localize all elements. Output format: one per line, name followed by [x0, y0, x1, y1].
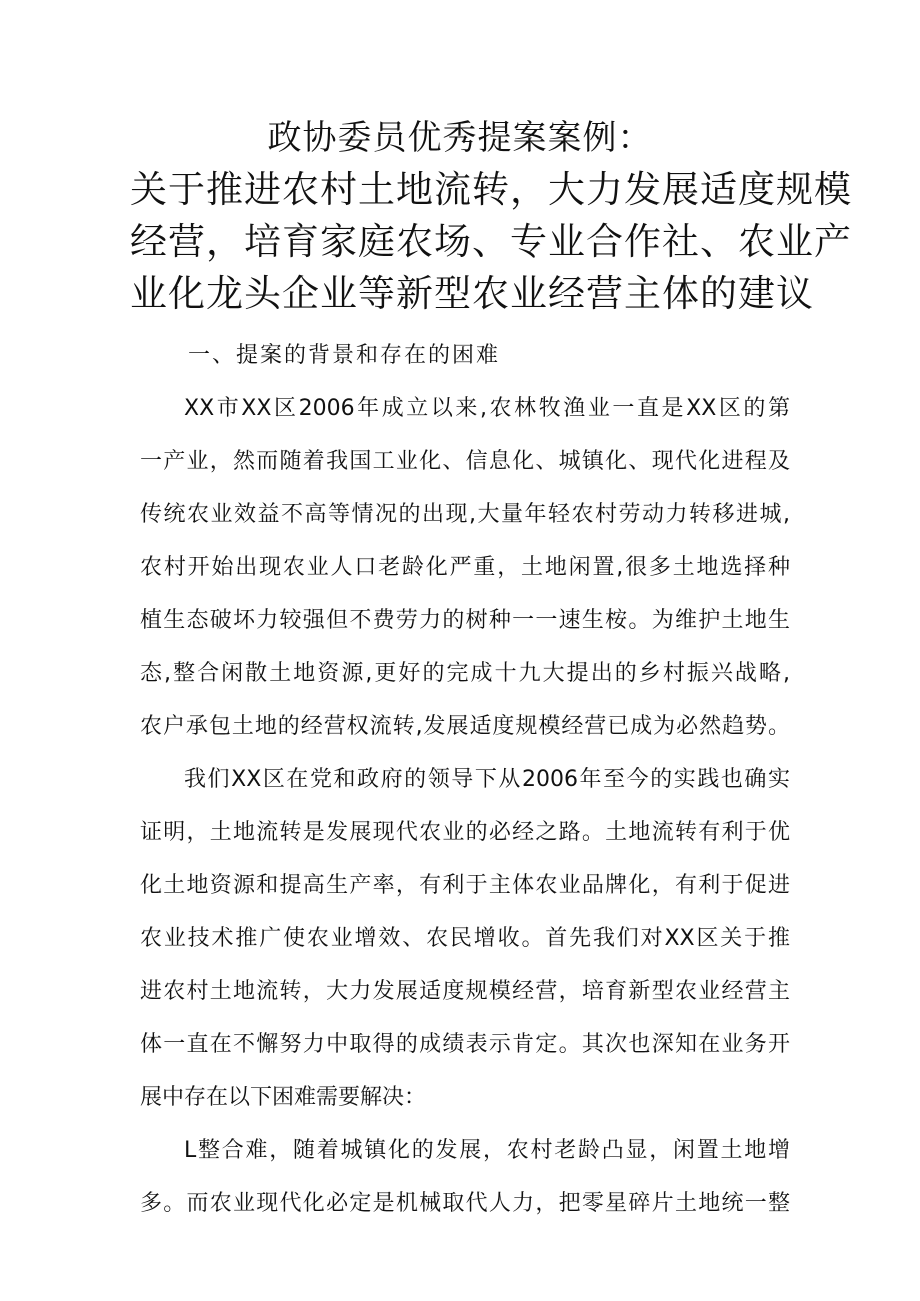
paragraph-line: 农业技术推广使农业增效、农民增收。首先我们对XX区关于推: [140, 926, 790, 951]
title-line: 经营，培育家庭农场、专业合作社、农业产: [130, 220, 852, 263]
paragraph-line: 传统农业效益不高等情况的出现,大量年轻农村劳动力转移进城,: [140, 502, 790, 527]
paragraph-background: [140, 389, 790, 760]
paragraph-line: L整合难，随着城镇化的发展，农村老龄凸显，闲置土地增: [184, 1138, 790, 1163]
title-line: 业化龙头企业等新型农业经营主体的建议: [130, 272, 814, 315]
paragraph-line: 多。而农业现代化必定是机械取代人力，把零星碎片土地统一整: [140, 1191, 790, 1216]
paragraph-line: 展中存在以下困难需要解决：: [140, 1085, 427, 1110]
title-line: 关于推进农村土地流转，大力发展适度规模: [130, 168, 852, 211]
paragraph-line: 化土地资源和提高生产率，有利于主体农业品牌化，有利于促进: [140, 873, 790, 898]
paragraph-line: 一产业，然而随着我国工业化、信息化、城镇化、现代化进程及: [140, 449, 790, 474]
paragraph-practice: [140, 760, 790, 1131]
paragraph-line: 农村开始出现农业人口老龄化严重，土地闲置,很多土地选择种: [140, 555, 790, 580]
section-heading: 一、提案的背景和存在的困难: [188, 343, 501, 368]
paragraph-line: 态,整合闲散土地资源,更好的完成十九大提出的乡村振兴战略,: [140, 661, 790, 686]
paragraph-line: 我们XX区在党和政府的领导下从2006年至今的实践也确实: [184, 767, 790, 792]
paragraph-difficulty: [140, 1131, 790, 1237]
document-body: [140, 336, 790, 1237]
paragraph-line: 进农村土地流转，大力发展适度规模经营，培育新型农业经营主: [140, 979, 790, 1004]
paragraph-line: 植生态破坏力较强但不费劳力的树种一一速生桉。为维护土地生: [140, 608, 790, 633]
paragraph-line: 体一直在不懈努力中取得的成绩表示肯定。其次也深知在业务开: [140, 1032, 790, 1057]
paragraph-line: 证明，土地流转是发展现代农业的必经之路。土地流转有利于优: [140, 820, 790, 845]
paragraph-line: XX市XX区2006年成立以来,农林牧渔业一直是XX区的第: [184, 396, 790, 421]
document-title: [130, 112, 852, 320]
title-line: 政协委员优秀提案案例：: [267, 118, 653, 158]
paragraph-line: 农户承包土地的经营权流转,发展适度规模经营已成为必然趋势。: [140, 714, 790, 739]
